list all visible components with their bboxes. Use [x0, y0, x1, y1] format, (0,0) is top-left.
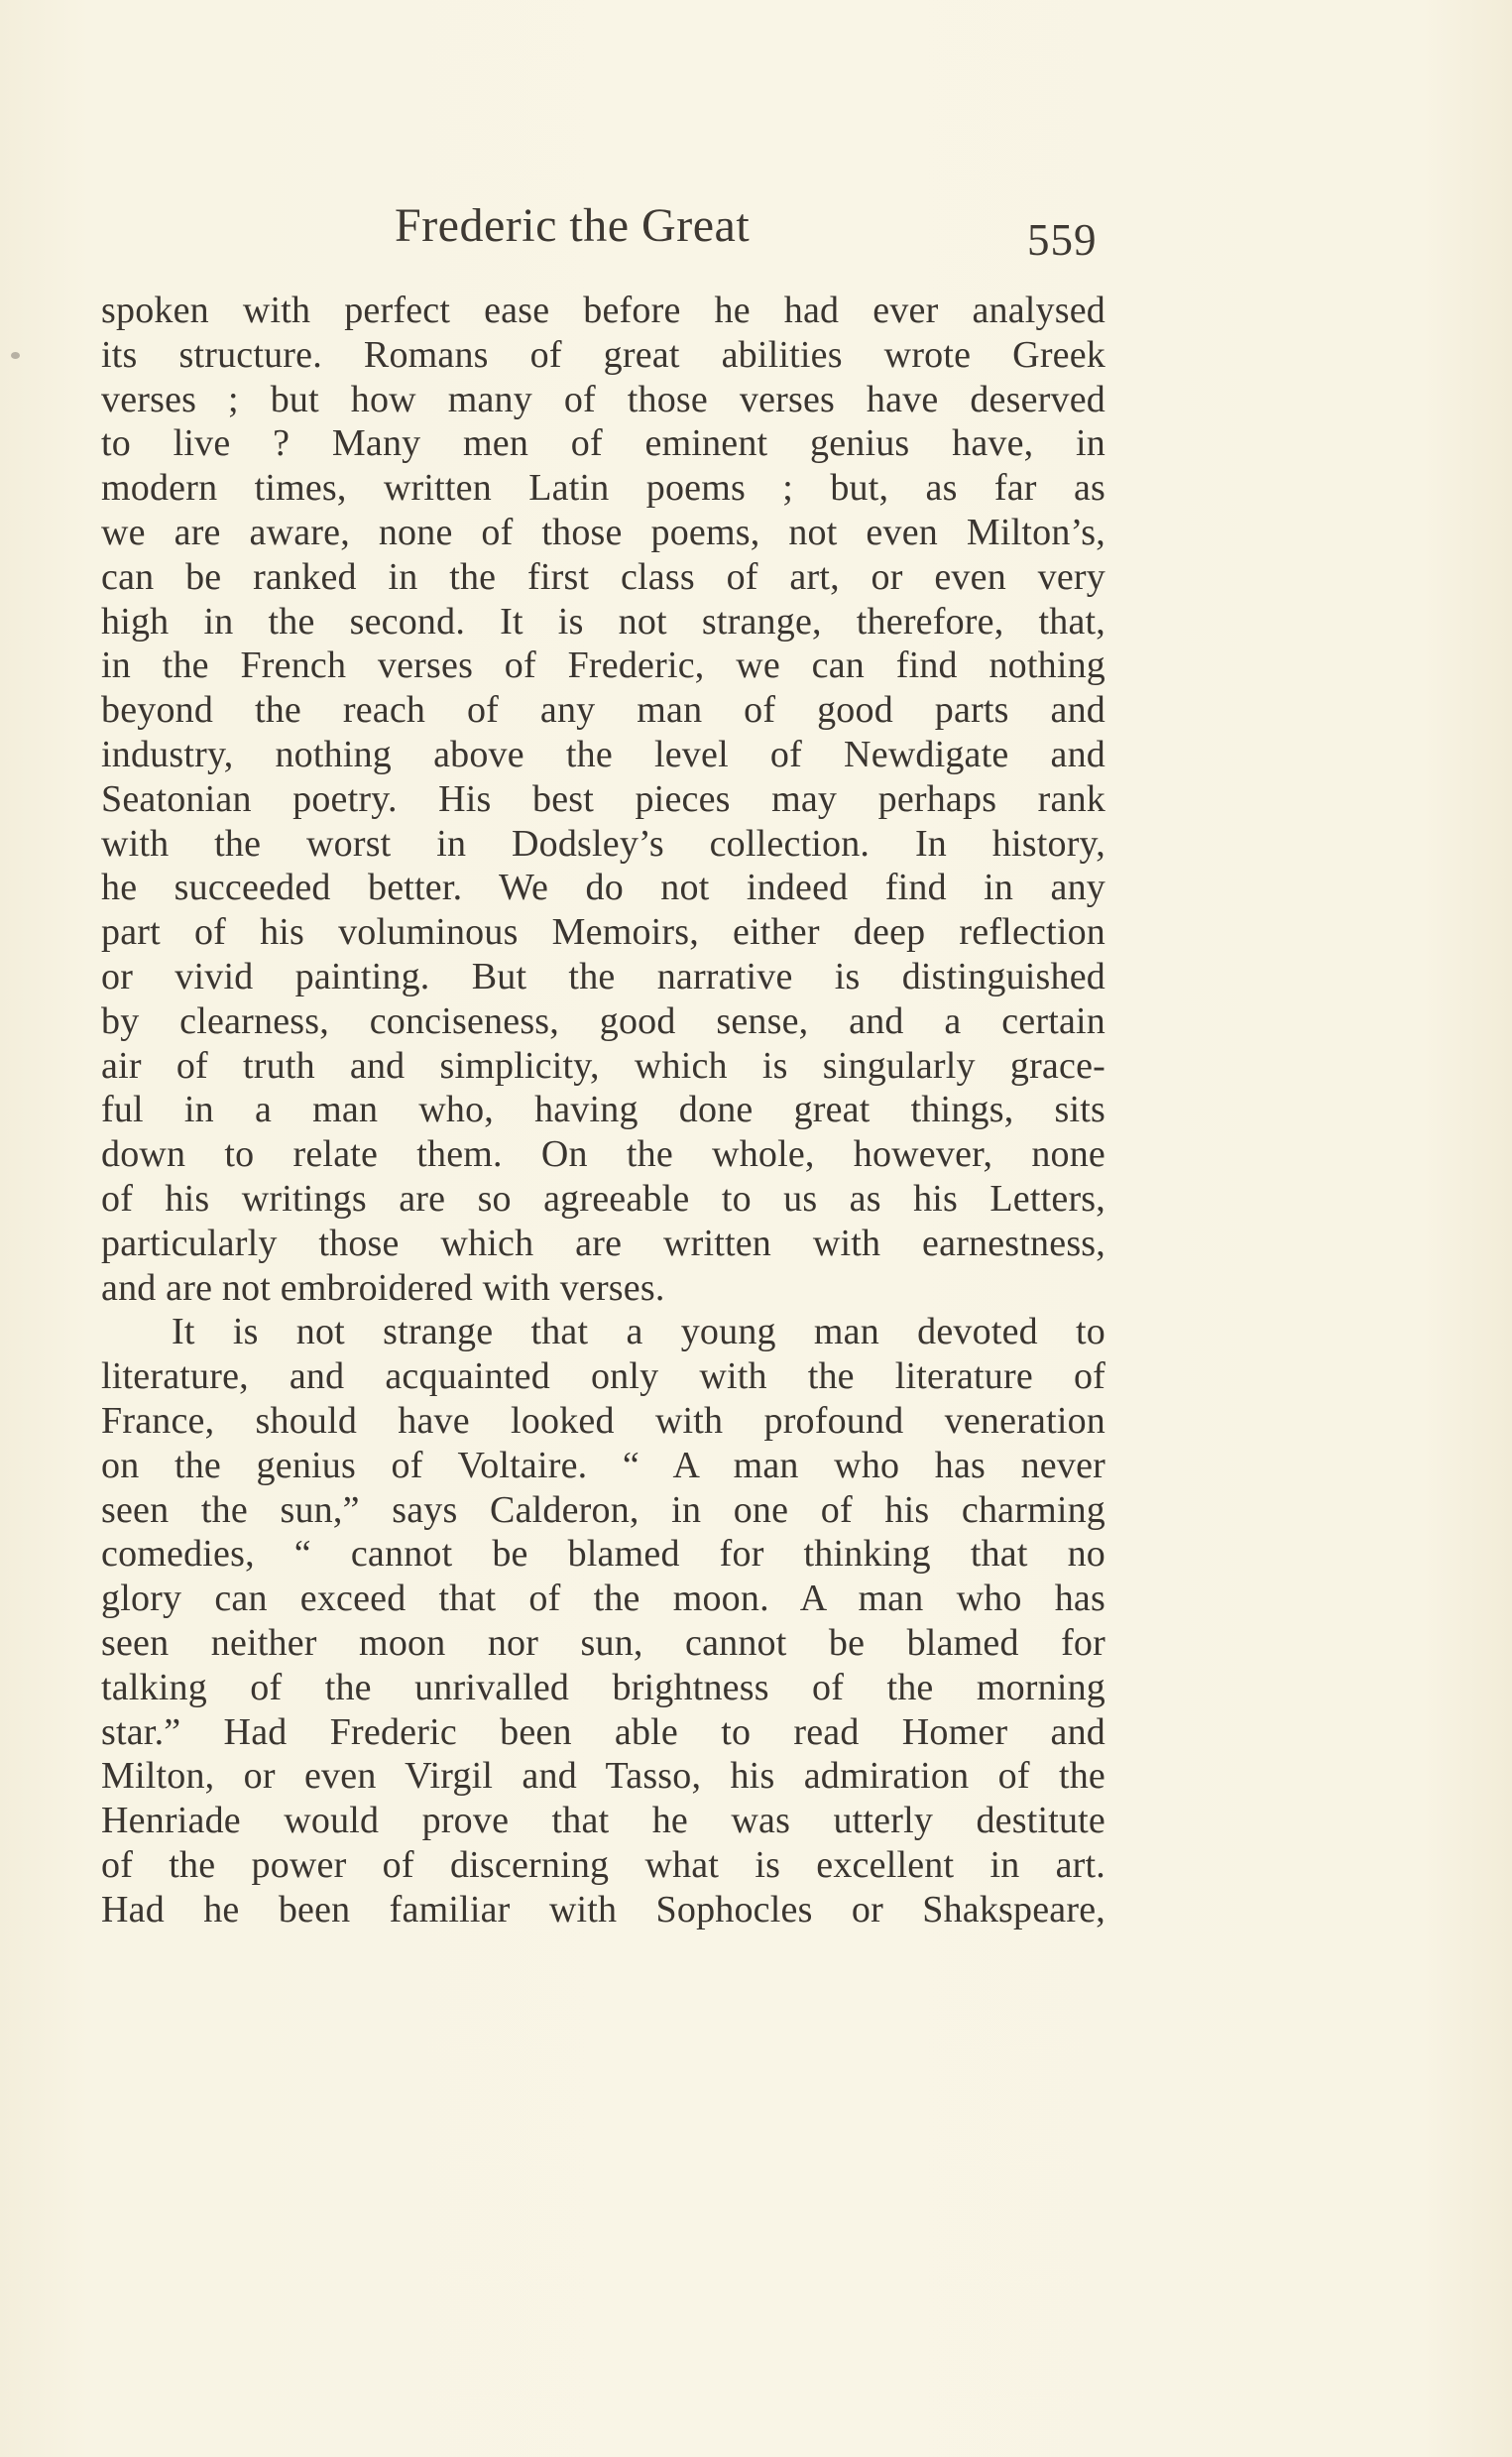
text-line: Milton, or even Virgil and Tasso, his admiration of the: [101, 1755, 1105, 1798]
text-line: he succeeded better. We do not indeed find in any: [101, 867, 1105, 909]
paragraph-end-line: and are not embroidered with verses.: [101, 1266, 665, 1309]
text-line: we are aware, none of those poems, not even Milton’s,: [101, 511, 1105, 553]
text-line: on the genius of Voltaire. “ A man who has never: [101, 1444, 1105, 1486]
text-line: talking of the unrivalled brightness of the morning: [101, 1666, 1105, 1708]
text-line: to live ? Many men of eminent genius have, in: [101, 422, 1105, 465]
text-line: with the worst in Dodsley’s collection. In history,: [101, 822, 1105, 865]
text-line: France, should have looked with profound veneration: [101, 1399, 1105, 1442]
paragraph-start-line: It is not strange that a young man devoted to: [172, 1311, 1105, 1353]
text-line: by clearness, conciseness, good sense, and a certain: [101, 999, 1105, 1042]
text-line: Seatonian poetry. His best pieces may perhaps rank: [101, 777, 1105, 820]
text-line: comedies, “ cannot be blamed for thinking that no: [101, 1533, 1105, 1576]
text-line: its structure. Romans of great abilities wrote Greek: [101, 333, 1105, 376]
text-line: verses ; but how many of those verses have deserved: [101, 378, 1105, 420]
body-text: [101, 289, 1105, 1931]
text-line: spoken with perfect ease before he had ever analysed: [101, 290, 1105, 331]
text-line: literature, and acquainted only with the literature of: [101, 1355, 1105, 1398]
text-line: Had he been familiar with Sophocles or Shakspeare,: [101, 1888, 1105, 1930]
text-line: down to relate them. On the whole, however, none: [101, 1133, 1105, 1176]
text-line: industry, nothing above the level of Newdigate and: [101, 733, 1105, 775]
text-line: modern times, written Latin poems ; but, as far as: [101, 467, 1105, 510]
text-line: star.” Had Frederic been able to read Homer and: [101, 1710, 1105, 1753]
text-line: part of his voluminous Memoirs, either deep reflection: [101, 911, 1105, 954]
text-line: ful in a man who, having done great things, sits: [101, 1089, 1105, 1131]
text-line: of the power of discerning what is excellent in art.: [101, 1843, 1105, 1886]
text-line: high in the second. It is not strange, therefore, that,: [101, 600, 1105, 643]
text-line: or vivid painting. But the narrative is distinguished: [101, 955, 1105, 997]
text-line: of his writings are so agreeable to us as his Letters,: [101, 1177, 1105, 1220]
text-line: beyond the reach of any man of good parts and: [101, 689, 1105, 732]
text-line: can be ranked in the first class of art, or even very: [101, 555, 1105, 598]
text-line: seen neither moon nor sun, cannot be blamed for: [101, 1621, 1105, 1664]
text-line: glory can exceed that of the moon. A man who has: [101, 1578, 1105, 1620]
page-number: 559: [1027, 215, 1098, 265]
text-line: Henriade would prove that he was utterly destitute: [101, 1800, 1105, 1842]
ink-smudge: [11, 352, 20, 359]
text-line: seen the sun,” says Calderon, in one of his charming: [101, 1488, 1105, 1531]
text-line: in the French verses of Frederic, we can find nothing: [101, 644, 1105, 687]
text-line: air of truth and simplicity, which is singularly grace-: [101, 1044, 1105, 1087]
running-head: Frederic the Great: [395, 199, 751, 252]
text-line: particularly those which are written with earnestness,: [101, 1222, 1105, 1264]
